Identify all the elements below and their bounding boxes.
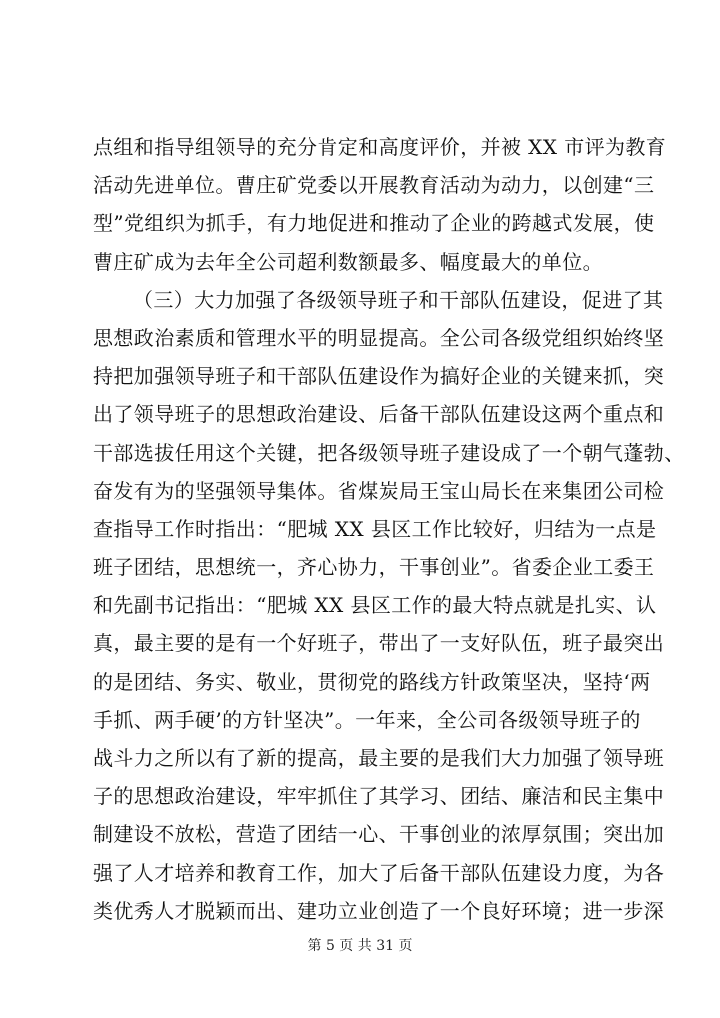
text-line: 类优秀人才脱颖而出、建功立业创造了一个良好环境；进一步深 [93,898,665,923]
text-line: 干部选拔任用这个关键，把各级领导班子建设成了一个朝气蓬勃、 [93,440,685,465]
text-line: 和先副书记指出：“肥城 XX 县区工作的最大特点就是扎实、认 [93,593,657,618]
text-line: 真，最主要的是有一个好班子，带出了一支好队伍，班子最突出 [93,631,665,656]
text-line: 出了领导班子的思想政治建设、后备干部队伍建设这两个重点和 [93,402,665,427]
text-line: 查指导工作时指出：“肥城 XX 县区工作比较好，归结为一点是 [93,516,657,541]
text-line: 奋发有为的坚强领导集体。省煤炭局王宝山局长在来集团公司检 [93,478,665,503]
text-line: 曹庄矿成为去年全公司超利数额最多、幅度最大的单位。 [93,249,603,274]
text-line: （三）大力加强了各级领导班子和干部队伍建设，促进了其 [133,287,664,312]
text-line: 战斗力之所以有了新的提高，最主要的是我们大力加强了领导班 [93,746,665,770]
text-line: 活动先进单位。曹庄矿党委以开展教育活动为动力，以创建“三 [93,173,655,198]
text-line: 思想政治素质和管理水平的明显提高。全公司各级党组织始终坚 [93,325,665,350]
text-line: 强了人才培养和教育工作，加大了后备干部队伍建设力度，为各 [93,860,665,885]
text-line: 子的思想政治建设，牢牢抓住了其学习、团结、廉洁和民主集中 [93,784,665,809]
text-line: 点组和指导组领导的充分肯定和高度评价，并被 XX 市评为教育 [93,135,667,159]
text-line: 的是团结、务实、敬业，贯彻党的路线方针政策坚决，坚持‘两 [93,669,651,694]
text-line: 持把加强领导班子和干部队伍建设作为搞好企业的关键来抓，突 [93,364,665,389]
text-line: 型”党组织为抓手，有力地促进和推动了企业的跨越式发展，使 [93,211,655,236]
text-line: 手抓、两手硬’的方针坚决”。一年来，全公司各级领导班子的 [93,707,641,732]
document-body [93,128,685,930]
page-number-footer: 第 5 页 共 31 页 [307,938,413,954]
text-line: 制建设不放松，营造了团结一心、干事创业的浓厚氛围；突出加 [93,822,665,847]
text-line: 班子团结，思想统一，齐心协力，干事创业”。省委企业工委王 [93,555,655,580]
